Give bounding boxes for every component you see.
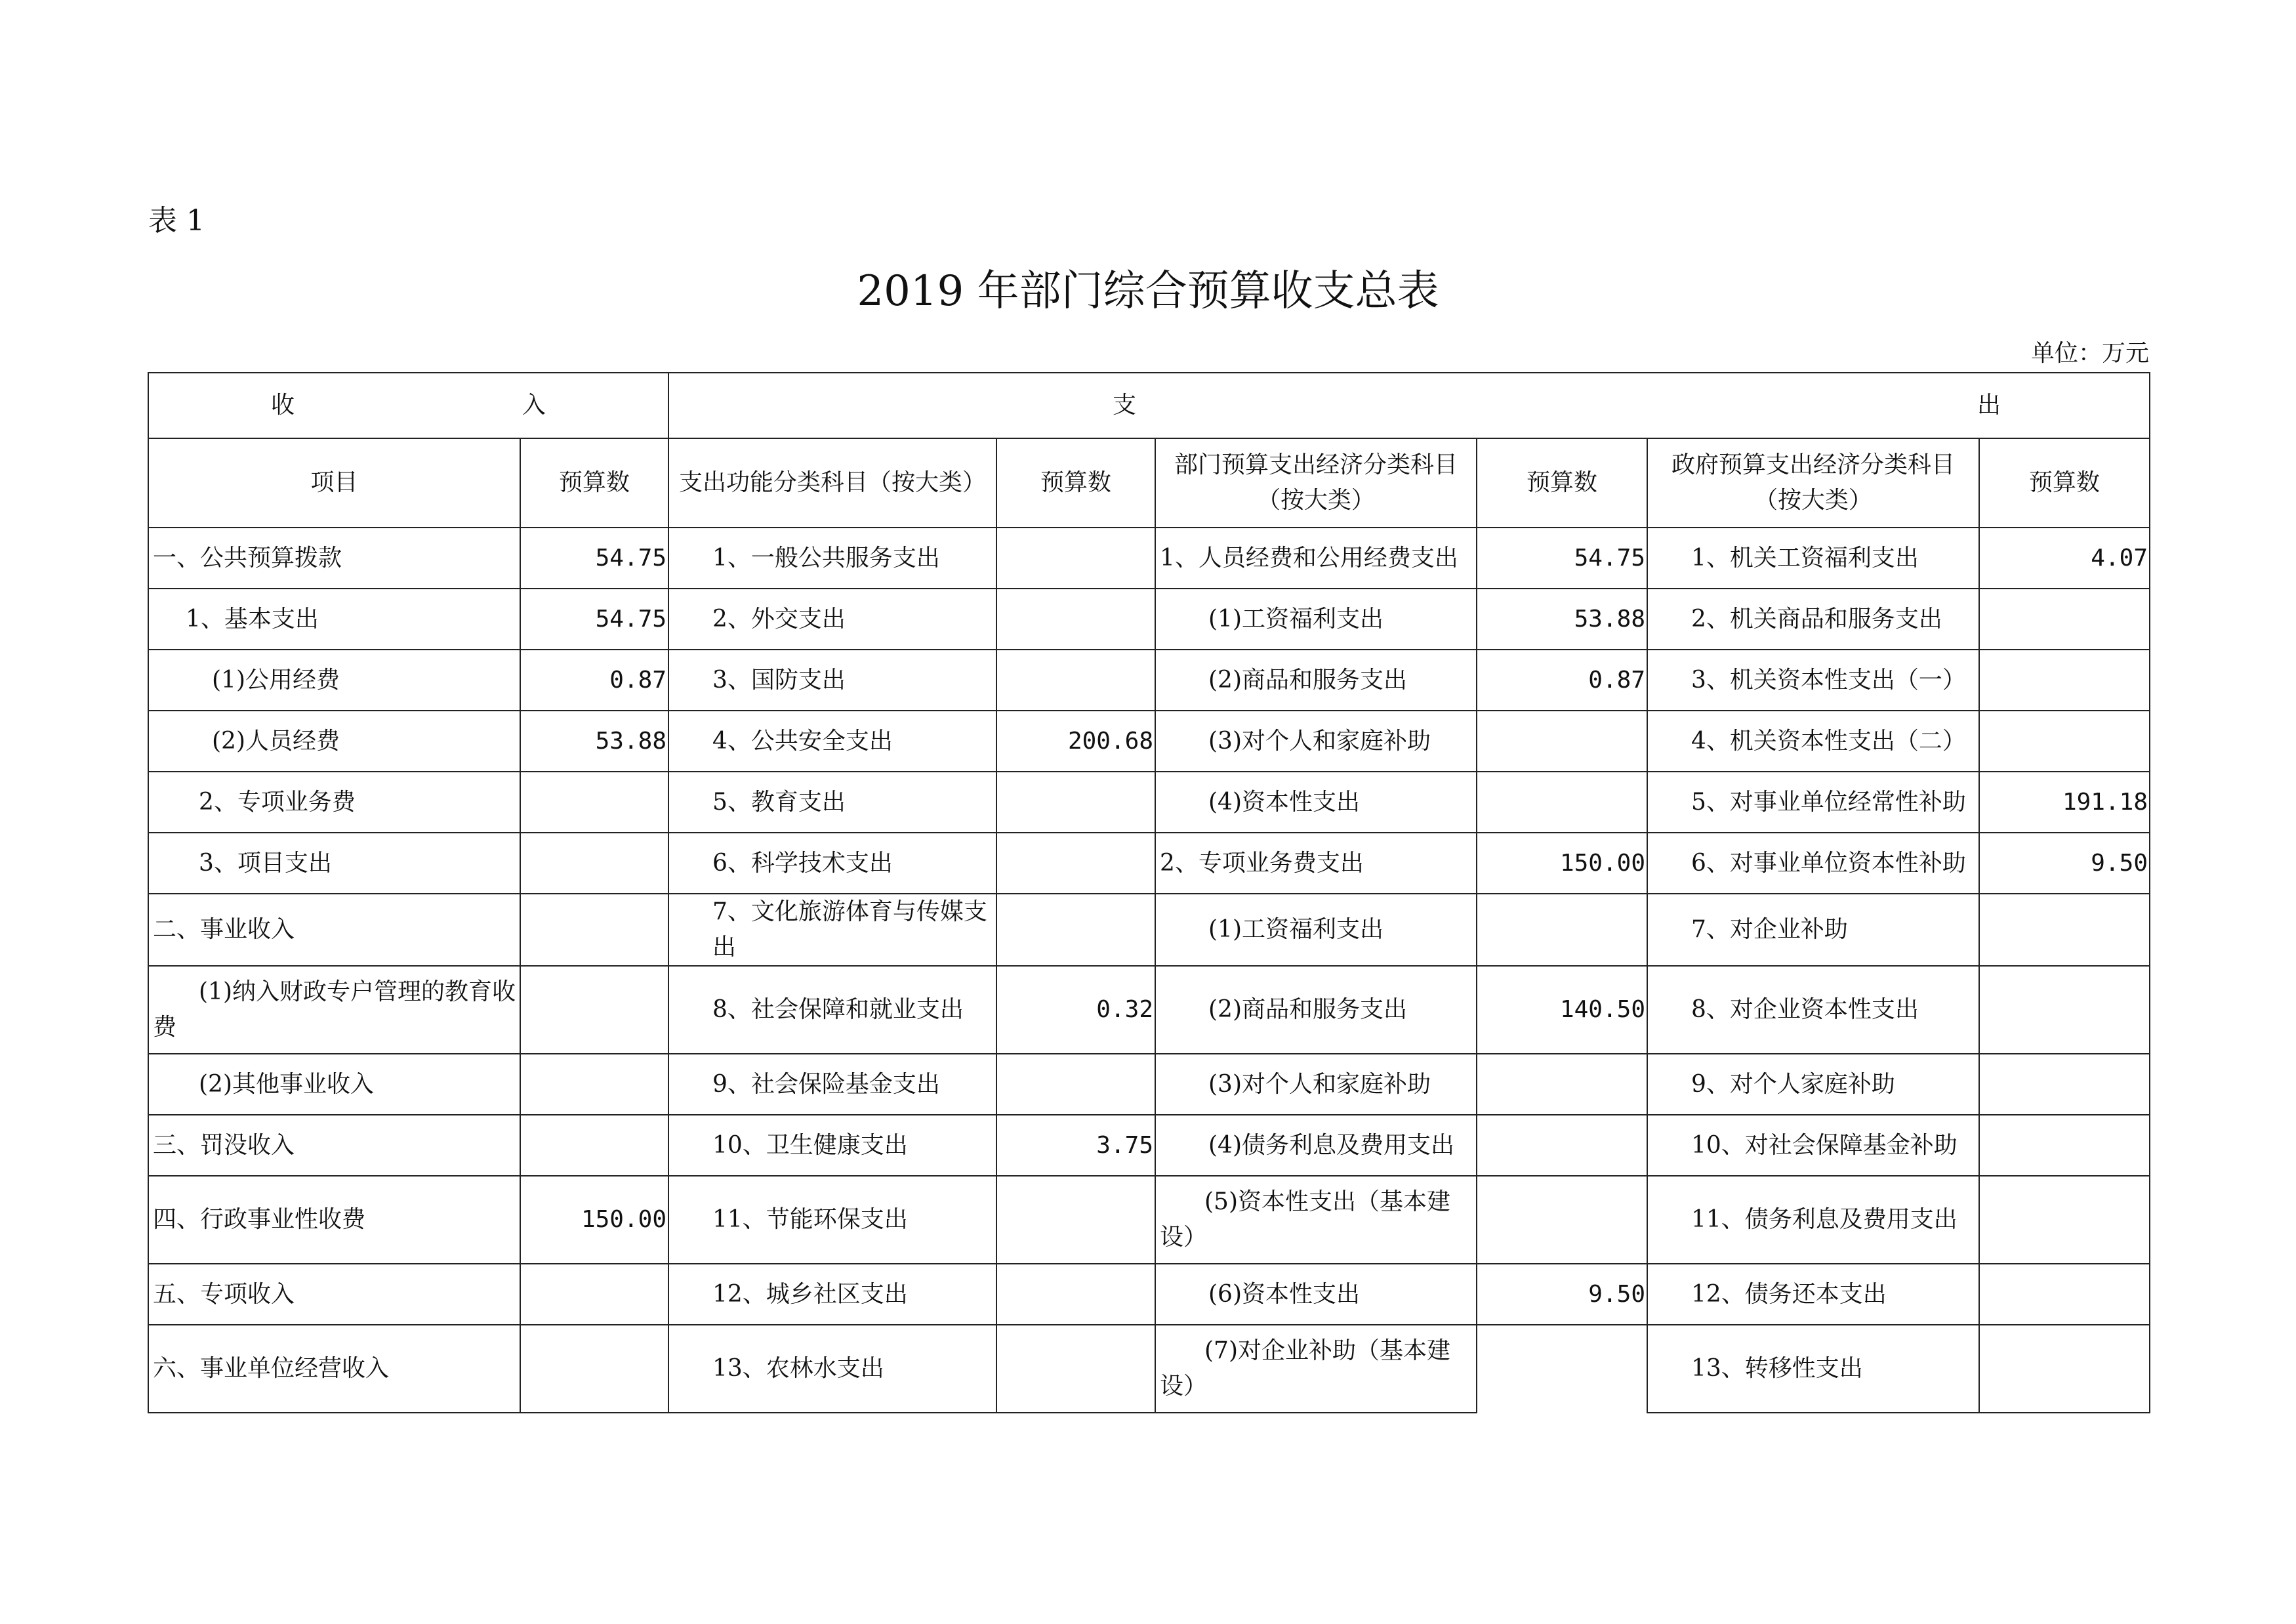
func-item: 8、社会保障和就业支出 — [668, 966, 996, 1054]
income-item: (2)人员经费 — [148, 711, 520, 772]
income-amount: 54.75 — [520, 528, 668, 589]
gov-econ-amount — [1979, 966, 2150, 1054]
col-header-func-amount: 预算数 — [996, 438, 1155, 528]
dept-econ-amount: 140.50 — [1477, 966, 1647, 1054]
table-row — [148, 589, 2150, 650]
gov-econ-item: 11、债务利息及费用支出 — [1647, 1176, 1979, 1264]
income-item: 一、公共预算拨款 — [148, 528, 520, 589]
func-amount — [996, 1054, 1155, 1115]
expense-header-a: 支 — [1113, 392, 1137, 419]
income-item: (1)公用经费 — [148, 650, 520, 711]
dept-econ-amount — [1477, 772, 1647, 833]
dept-econ-amount: 150.00 — [1477, 833, 1647, 894]
func-item: 9、社会保险基金支出 — [668, 1054, 996, 1115]
dept-econ-item: 2、专项业务费支出 — [1155, 833, 1477, 894]
func-item: 2、外交支出 — [668, 589, 996, 650]
gov-econ-amount — [1979, 1115, 2150, 1176]
dept-econ-item: (6)资本性支出 — [1155, 1264, 1477, 1325]
gov-econ-amount: 191.18 — [1979, 772, 2150, 833]
dept-econ-item: (2)商品和服务支出 — [1155, 650, 1477, 711]
func-item: 4、公共安全支出 — [668, 711, 996, 772]
table-row — [148, 1054, 2150, 1115]
table-row — [148, 1176, 2150, 1264]
func-item: 13、农林水支出 — [668, 1325, 996, 1413]
gov-econ-item: 5、对事业单位经常性补助 — [1647, 772, 1979, 833]
unit-label: 单位：万元 — [2030, 340, 2149, 367]
col-header-dept-econ: 部门预算支出经济分类科目（按大类） — [1155, 438, 1477, 528]
dept-econ-amount — [1477, 894, 1647, 966]
income-item: 三、罚没收入 — [148, 1115, 520, 1176]
gov-econ-amount: 9.50 — [1979, 833, 2150, 894]
dept-econ-amount: 53.88 — [1477, 589, 1647, 650]
table-row — [148, 650, 2150, 711]
income-item: 五、专项收入 — [148, 1264, 520, 1325]
gov-econ-amount — [1979, 589, 2150, 650]
func-amount — [996, 772, 1155, 833]
col-header-func: 支出功能分类科目（按大类） — [668, 438, 996, 528]
func-item: 6、科学技术支出 — [668, 833, 996, 894]
col-header-income-amount: 预算数 — [520, 438, 668, 528]
gov-econ-item: 4、机关资本性支出（二） — [1647, 711, 1979, 772]
table-row — [148, 833, 2150, 894]
table-label: 表 1 — [148, 204, 205, 238]
income-amount: 150.00 — [520, 1176, 668, 1264]
gov-econ-item: 6、对事业单位资本性补助 — [1647, 833, 1979, 894]
dept-econ-amount — [1477, 1115, 1647, 1176]
gov-econ-amount — [1979, 711, 2150, 772]
gov-econ-amount — [1979, 1054, 2150, 1115]
dept-econ-amount — [1477, 1054, 1647, 1115]
income-amount — [520, 1054, 668, 1115]
dept-econ-item: (3)对个人和家庭补助 — [1155, 1054, 1477, 1115]
expense-header-b: 出 — [1977, 392, 2001, 419]
dept-econ-item: (4)资本性支出 — [1155, 772, 1477, 833]
table-row — [148, 966, 2150, 1054]
table-row — [148, 772, 2150, 833]
income-header-a: 收 — [271, 392, 295, 419]
gov-econ-item: 3、机关资本性支出（一） — [1647, 650, 1979, 711]
col-header-item: 项目 — [148, 438, 520, 528]
gov-econ-amount — [1979, 650, 2150, 711]
dept-econ-item: (2)商品和服务支出 — [1155, 966, 1477, 1054]
gov-econ-amount — [1979, 894, 2150, 966]
func-item: 7、文化旅游体育与传媒支出 — [668, 894, 996, 966]
income-item: 二、事业收入 — [148, 894, 520, 966]
dept-econ-item: (7)对企业补助（基本建设） — [1155, 1325, 1477, 1413]
dept-econ-item: (4)债务利息及费用支出 — [1155, 1115, 1477, 1176]
income-amount — [520, 966, 668, 1054]
header-row-top — [148, 373, 2150, 438]
func-item: 10、卫生健康支出 — [668, 1115, 996, 1176]
income-amount — [520, 1325, 668, 1413]
dept-econ-item: (1)工资福利支出 — [1155, 894, 1477, 966]
income-amount: 0.87 — [520, 650, 668, 711]
income-header — [148, 373, 668, 438]
income-amount: 53.88 — [520, 711, 668, 772]
func-item: 3、国防支出 — [668, 650, 996, 711]
income-item: 3、项目支出 — [148, 833, 520, 894]
income-amount: 54.75 — [520, 589, 668, 650]
dept-econ-item: (5)资本性支出（基本建设） — [1155, 1176, 1477, 1264]
income-header-b: 入 — [522, 392, 546, 419]
table-row — [148, 1325, 2150, 1413]
dept-econ-amount — [1477, 1325, 1647, 1413]
func-amount — [996, 650, 1155, 711]
gov-econ-amount — [1979, 1176, 2150, 1264]
income-amount — [520, 833, 668, 894]
gov-econ-item: 8、对企业资本性支出 — [1647, 966, 1979, 1054]
dept-econ-item: (3)对个人和家庭补助 — [1155, 711, 1477, 772]
income-item: (1)纳入财政专户管理的教育收费 — [148, 966, 520, 1054]
func-item: 11、节能环保支出 — [668, 1176, 996, 1264]
table-row — [148, 1264, 2150, 1325]
func-amount — [996, 1264, 1155, 1325]
dept-econ-amount: 54.75 — [1477, 528, 1647, 589]
income-amount — [520, 1264, 668, 1325]
func-amount — [996, 528, 1155, 589]
dept-econ-item: (1)工资福利支出 — [1155, 589, 1477, 650]
income-item: 1、基本支出 — [148, 589, 520, 650]
gov-econ-item: 10、对社会保障基金补助 — [1647, 1115, 1979, 1176]
func-item: 12、城乡社区支出 — [668, 1264, 996, 1325]
header-row-columns — [148, 438, 2150, 528]
gov-econ-item: 1、机关工资福利支出 — [1647, 528, 1979, 589]
gov-econ-item: 2、机关商品和服务支出 — [1647, 589, 1979, 650]
income-item: (2)其他事业收入 — [148, 1054, 520, 1115]
income-item: 四、行政事业性收费 — [148, 1176, 520, 1264]
dept-econ-amount — [1477, 711, 1647, 772]
page-title: 2019 年部门综合预算收支总表 — [857, 267, 1439, 316]
table-row — [148, 528, 2150, 589]
func-amount — [996, 589, 1155, 650]
func-amount: 200.68 — [996, 711, 1155, 772]
dept-econ-amount — [1477, 1176, 1647, 1264]
expense-header — [668, 373, 2150, 438]
table-row — [148, 894, 2150, 966]
table-row — [148, 1115, 2150, 1176]
income-amount — [520, 894, 668, 966]
func-amount — [996, 894, 1155, 966]
func-item: 1、一般公共服务支出 — [668, 528, 996, 589]
func-amount: 3.75 — [996, 1115, 1155, 1176]
func-amount — [996, 833, 1155, 894]
col-header-gov-amount: 预算数 — [1979, 438, 2150, 528]
func-amount — [996, 1325, 1155, 1413]
income-item: 六、事业单位经营收入 — [148, 1325, 520, 1413]
income-amount — [520, 772, 668, 833]
gov-econ-amount: 4.07 — [1979, 528, 2150, 589]
col-header-gov-econ: 政府预算支出经济分类科目（按大类） — [1647, 438, 1979, 528]
func-item: 5、教育支出 — [668, 772, 996, 833]
table-row — [148, 711, 2150, 772]
budget-table — [148, 372, 2150, 1413]
func-amount — [996, 1176, 1155, 1264]
gov-econ-amount — [1979, 1264, 2150, 1325]
gov-econ-item: 13、转移性支出 — [1647, 1325, 1979, 1413]
dept-econ-amount: 0.87 — [1477, 650, 1647, 711]
col-header-dept-amount: 预算数 — [1477, 438, 1647, 528]
gov-econ-amount — [1979, 1325, 2150, 1413]
gov-econ-item: 12、债务还本支出 — [1647, 1264, 1979, 1325]
income-item: 2、专项业务费 — [148, 772, 520, 833]
income-amount — [520, 1115, 668, 1176]
gov-econ-item: 7、对企业补助 — [1647, 894, 1979, 966]
dept-econ-amount: 9.50 — [1477, 1264, 1647, 1325]
gov-econ-item: 9、对个人家庭补助 — [1647, 1054, 1979, 1115]
func-amount: 0.32 — [996, 966, 1155, 1054]
dept-econ-item: 1、人员经费和公用经费支出 — [1155, 528, 1477, 589]
